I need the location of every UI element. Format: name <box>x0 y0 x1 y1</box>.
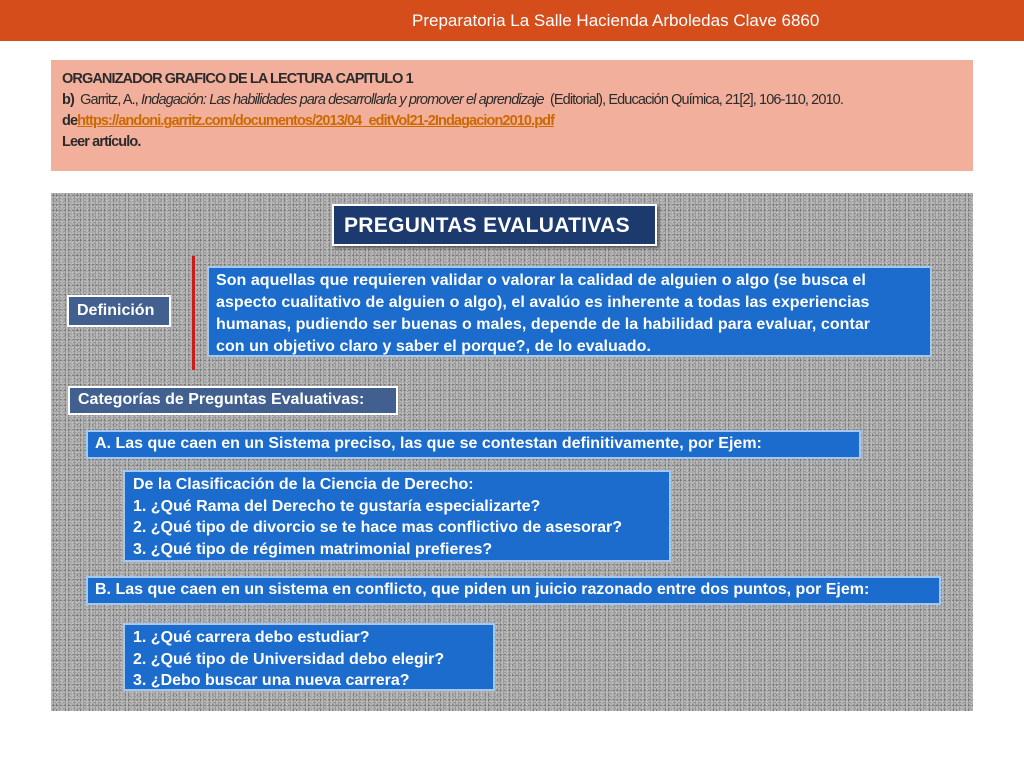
citation-title: Indagación: Las habilidades para desarrollarla y promover el aprendizaje <box>140 92 544 108</box>
reference-source <box>62 111 962 132</box>
definition-line: humanas, pudiendo ser buenas o males, depende de la habilidad para evaluar, contar <box>216 316 871 333</box>
example-line: 1. ¿Qué carrera debo estudiar? <box>133 629 370 646</box>
categories-label: Categorías de Preguntas Evaluativas: <box>68 386 398 415</box>
definition-text <box>207 266 932 357</box>
example-line: De la Clasificación de la Ciencia de Derecho: <box>133 476 474 493</box>
definition-line: con un objetivo claro y saber el porque?, de lo evaluado. <box>216 338 651 355</box>
example-line: 2. ¿Qué tipo de Universidad debo elegir? <box>133 650 445 668</box>
definition-line: Son aquellas que requieren validar o valorar la calidad de alguien o algo (se busca el <box>216 272 866 289</box>
article-link[interactable]: https://andoni.garritz.com/documentos/2013/04_editVol21-2Indagacion2010.pdf <box>77 113 555 129</box>
source-prefix: de <box>62 113 78 129</box>
reference-citation <box>62 90 962 111</box>
citation-prefix: b) <box>62 92 74 108</box>
example-line: 1. ¿Qué Rama del Derecho te gustaría especializarte? <box>133 497 541 515</box>
reference-title: ORGANIZADOR GRAFICO DE LA LECTURA CAPITULO 1 <box>62 71 413 87</box>
reference-box <box>51 60 973 171</box>
examples-b <box>123 623 495 691</box>
slide-panel <box>51 193 973 711</box>
slide-heading: PREGUNTAS EVALUATIVAS <box>332 204 657 246</box>
examples-a <box>123 470 671 562</box>
definition-line: aspecto cualitativo de alguien o algo), el avalúo es inherente a todas las experiencias <box>216 294 870 311</box>
accent-bar <box>192 256 195 370</box>
header-bar <box>0 0 1024 41</box>
citation-authors: Garritz, A., <box>80 92 138 108</box>
definition-label: Definición <box>67 295 171 327</box>
example-line: 3. ¿Debo buscar una nueva carrera? <box>133 672 410 689</box>
read-article-link[interactable]: Leer artículo. <box>62 134 141 150</box>
category-a: A. Las que caen en un Sistema preciso, las que se contestan definitivamente, por Ejem: <box>86 430 861 459</box>
category-b: B. Las que caen en un sistema en conflicto, que piden un juicio razonado entre dos puntos, por Ejem: <box>86 576 941 605</box>
header-title: Preparatoria La Salle Hacienda Arboledas Clave 6860 <box>412 11 820 30</box>
citation-details: (Editorial), Educación Química, 21[2], 106-110, 2010. <box>549 92 843 108</box>
example-line: 3. ¿Qué tipo de régimen matrimonial prefieres? <box>133 540 493 558</box>
example-line: 2. ¿Qué tipo de divorcio se te hace mas conflictivo de asesorar? <box>133 519 623 536</box>
